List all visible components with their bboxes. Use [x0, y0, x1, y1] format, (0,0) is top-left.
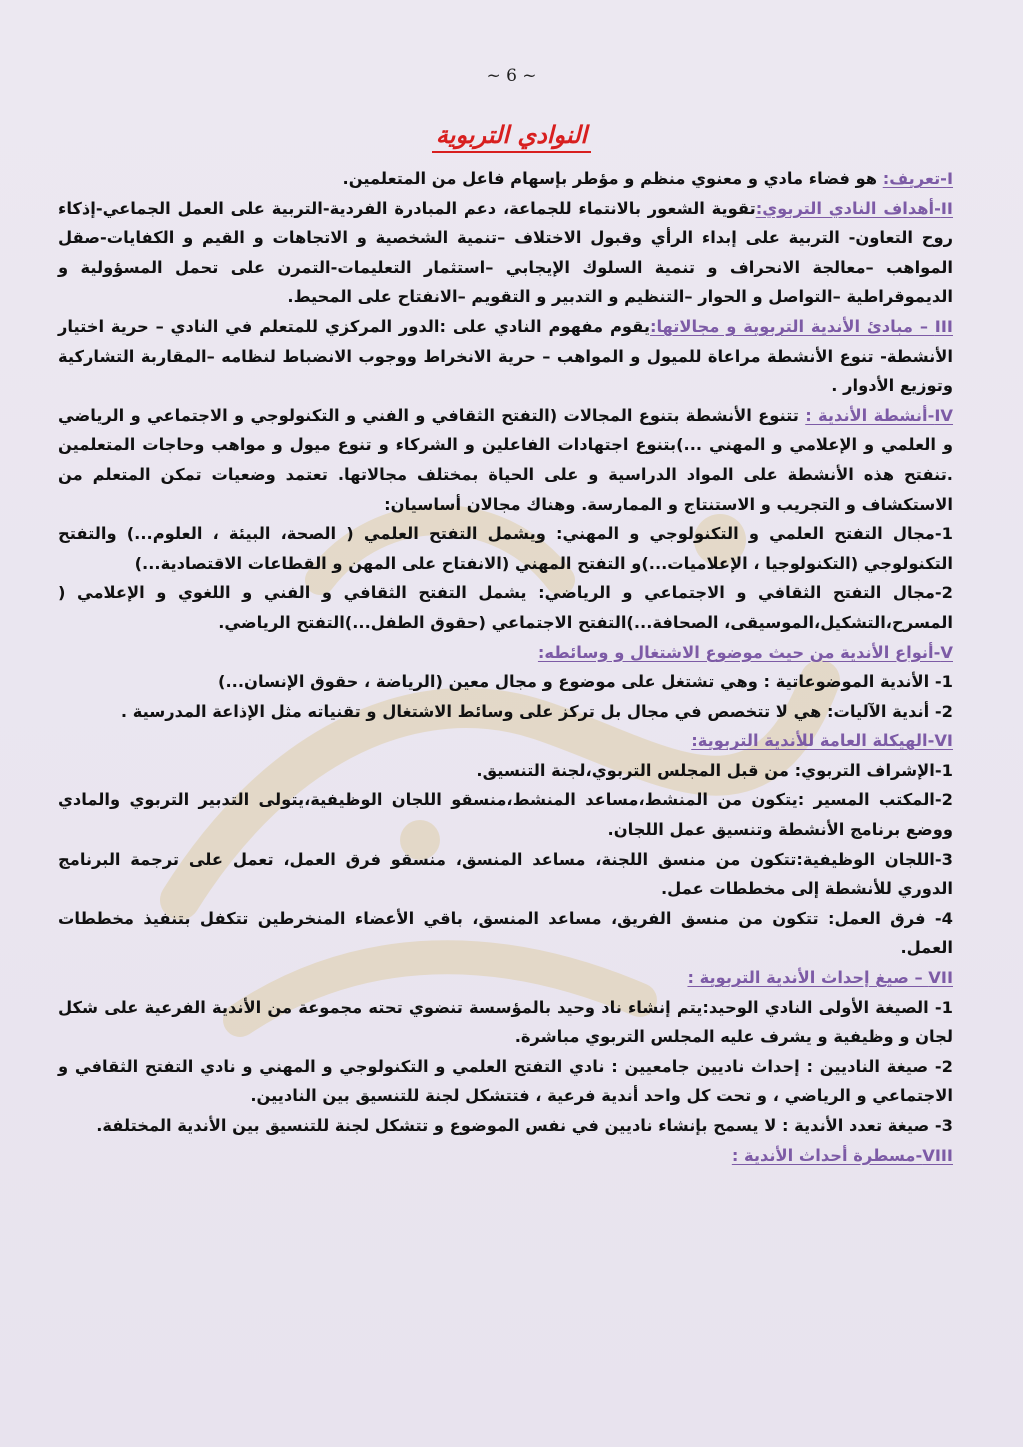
section-principles [58, 312, 953, 401]
section-formats [58, 963, 953, 993]
section-text: تتنوع الأنشطة بتنوع المجالات (التفتح الثقافي و الفني و التكنولوجي و الاجتماعي و الرياضي و العلمي و الإعلامي و المهني ...)بتنوع اجتهادات الفاعلين و الشركاء و تنوع ميول و مواهب وحاجات المتعلمين .تنفتح هذه الأنشطة على المواد الدراسية و على الحياة بمختلف مجالاتها. تعتمد وضعيات تمكن المتعلم من الاستكشاف و التجريب و الاستنتاج و الممارسة. وهناك مجالان أساسيان: [58, 405, 953, 514]
section-heading: V-أنواع الأندية من حيث موضوع الاشتغال و وسائطه: [537, 642, 953, 662]
list-item: 3-اللجان الوظيفية:تتكون من منسق اللجنة، مساعد المنسق، منسقو فرق العمل، تعمل على ترجمة البرنامج الدوري للأنشطة إلى مخططات عمل. [58, 849, 953, 899]
page-title-wrap [0, 120, 1023, 149]
list-item: 1-الإشراف التربوي: من قبل المجلس التربوي،لجنة التنسيق. [476, 760, 953, 780]
section-heading: I-تعريف: [882, 169, 953, 188]
list-item: 3- صيغة تعدد الأندية : لا يسمح بإنشاء ناديين في نفس الموضوع و تتشكل لجنة للتنسيق بين الأندية المختلفة. [96, 1116, 953, 1135]
section-activities [58, 401, 953, 519]
list-item: 2- صيغة الناديين : إحداث ناديين جامعيين : نادي التفتح العلمي و التكنولوجي و المهني و نادي التفتح الثقافي و الاجتماعي و الرياضي ، و تحت كل واحد أندية فرعية ، فتتشكل لجنة للتنسيق بين الناديين. [58, 1056, 953, 1106]
section-definition [58, 164, 953, 194]
list-item: 1-مجال التفتح العلمي و التكنولوجي و المهني: ويشمل التفتح العلمي ( الصحة، البيئة ، العلوم...) والتفتح التكنولوجي (التكنولوجيا ، الإعلاميات...)و التفتح المهني (الانفتاح على المهن و القطاعات الاقتصادية...) [58, 524, 953, 573]
section-structure [58, 726, 953, 756]
document-body [58, 164, 953, 1170]
section-heading: VII – صيغ إحداث الأندية التربوية : [687, 968, 953, 988]
section-heading: VIII-مسطرة أحداث الأندية : [731, 1145, 953, 1165]
list-item: 2- أندية الآليات: هي لا تتخصص في مجال بل تركز على وسائط الاشتغال و تقنياته مثل الإذاعة المدرسية . [120, 701, 953, 721]
list-item: 1- الصيغة الأولى النادي الوحيد:يتم إنشاء ناد وحيد بالمؤسسة تنضوي تحته مجموعة من الأندية الفرعية على شكل لجان و وظيفية و يشرف عليه المجلس التربوي مباشرة. [58, 997, 953, 1047]
page-title: النوادي التربوية [432, 120, 591, 153]
section-text: تقوية الشعور بالانتماء للجماعة، دعم المبادرة الفردية-التربية على العمل الجماعي-إذكاء روح التعاون- التربية على إبداء الرأي وقبول الاختلاف –تنمية الشخصية و الاتجاهات و القيم و الكفايات-صقل المواهب –معالجة الانحراف و تنمية السلوك الإيجابي –استثمار التعليمات-التمرن على تحمل المسؤولية و الديموقراطية –التواصل و الحوار –التنظيم و التدبير و التقويم –الانفتاح على المحيط. [58, 198, 953, 307]
section-heading: IV-أنشطة الأندية : [805, 405, 954, 425]
section-heading: III – مبادئ الأندية التربوية و مجالاتها: [649, 316, 953, 336]
page-number: ~ 6 ~ [486, 66, 537, 86]
section-text: هو فضاء مادي و معنوي منظم و مؤطر بإسهام فاعل من المتعلمين. [342, 169, 883, 188]
list-item: 2-المكتب المسير :يتكون من المنشط،مساعد المنشط،منسقو اللجان الوظيفية،يتولى التدبير التربوي والمادي ووضع برنامج الأنشطة وتنسيق عمل اللجان. [58, 790, 953, 840]
list-item: 1- الأندية الموضوعاتية : وهي تشتغل على موضوع و مجال معين (الرياضة ، حقوق الإنسان...) [218, 672, 953, 692]
section-procedure [58, 1141, 953, 1171]
section-heading: II-أهداف النادي التربوي: [755, 198, 953, 218]
section-goals [58, 194, 953, 312]
section-heading: VI-الهيكلة العامة للأندية التربوية: [691, 731, 953, 751]
section-types [58, 638, 953, 668]
list-item: 4- فرق العمل: تتكون من منسق الفريق، مساعد المنسق، باقي الأعضاء المنخرطين تتكفل بتنفيذ مخططات العمل. [58, 908, 953, 958]
section-text: يقوم مفهوم النادي على :الدور المركزي للمتعلم في النادي – حرية اختيار الأنشطة- تنوع الأنشطة مراعاة للميول و المواهب – حرية الانخراط ووجوب الانضباط لنظامه –المقاربة التشاركية وتوزيع الأدوار . [58, 316, 953, 396]
list-item: 2-مجال التفتح الثقافي و الاجتماعي و الرياضي: يشمل التفتح الثقافي و الفني و اللغوي و الإعلامي ( المسرح،التشكيل،الموسيقى، الصحافة...)التفتح الاجتماعي (حقوق الطفل...)التفتح الرياضي. [58, 583, 953, 632]
